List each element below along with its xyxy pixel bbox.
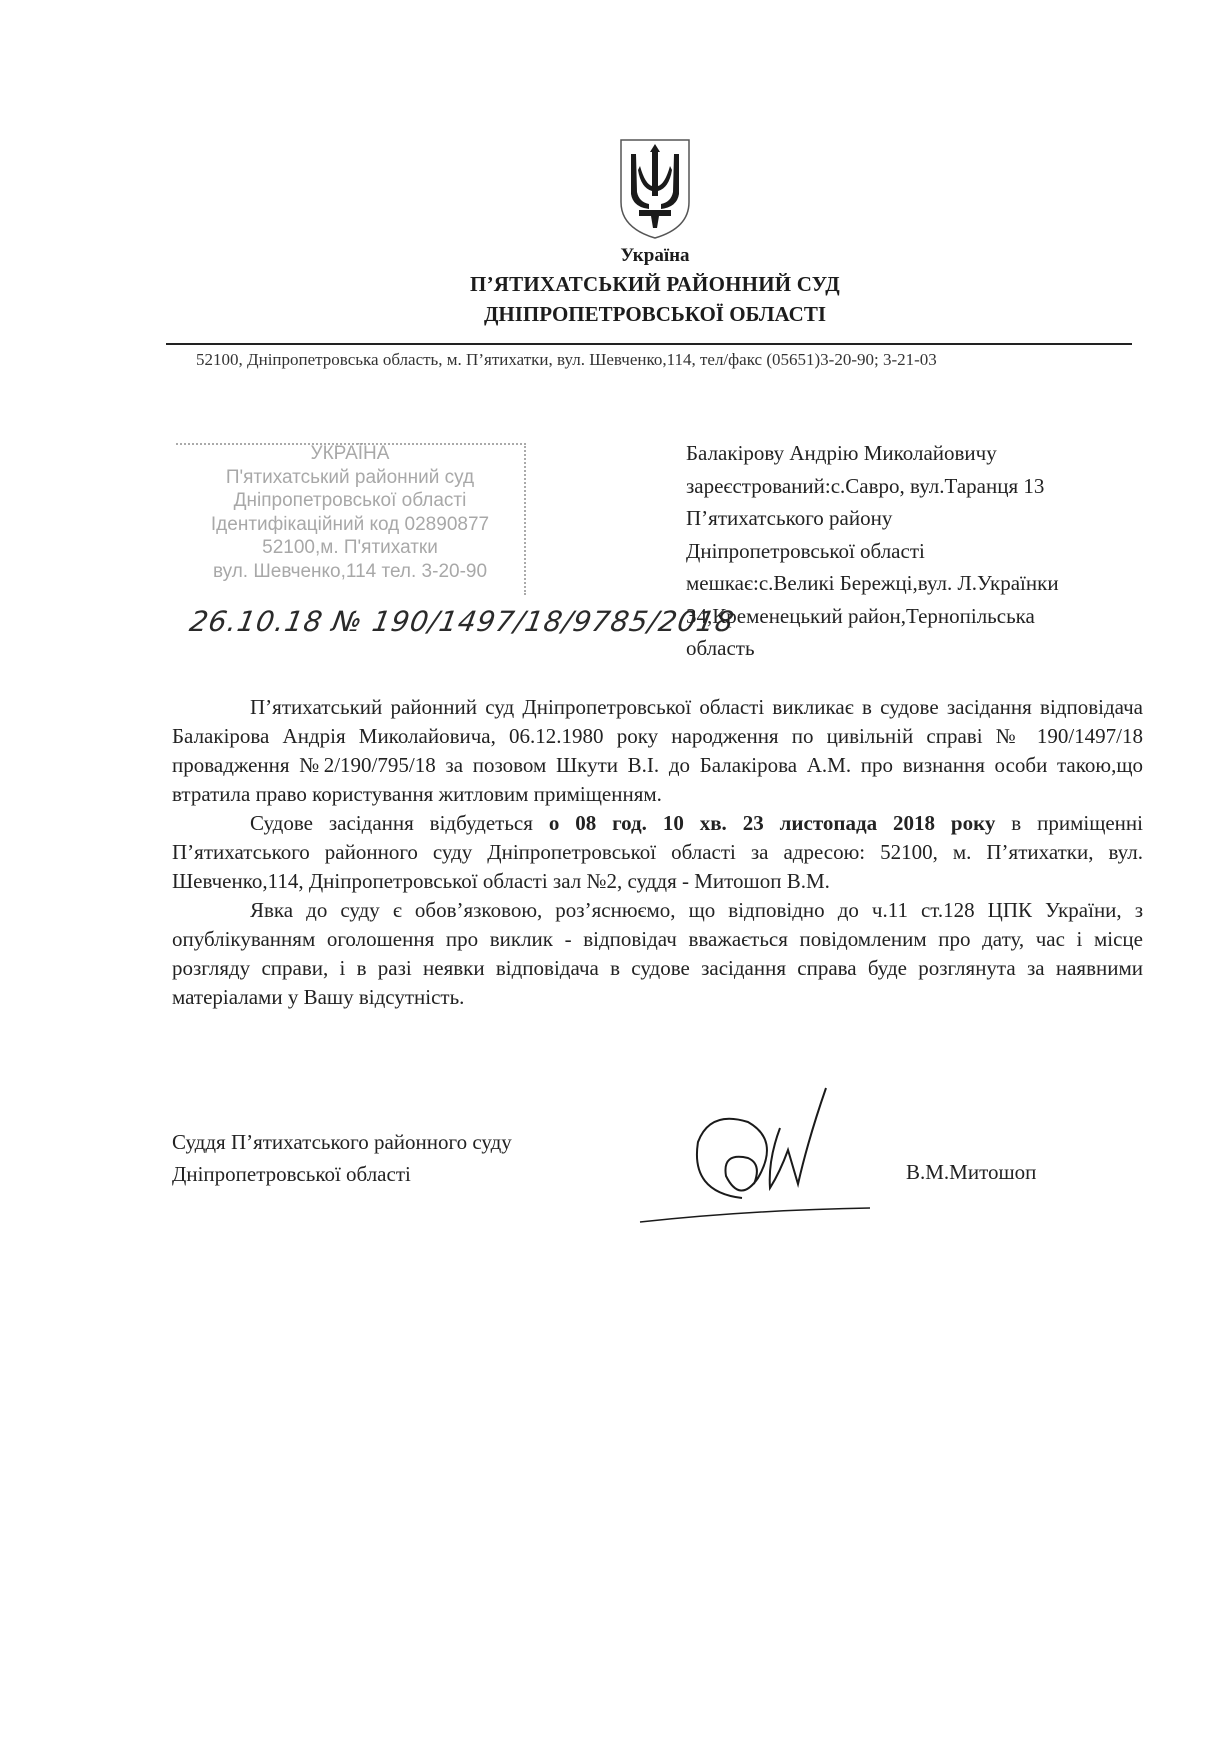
court-region-heading: ДНІПРОПЕТРОВСЬКОЇ ОБЛАСТІ (483, 302, 827, 326)
country-heading: Україна (620, 245, 690, 266)
stamp-line: УКРАЇНА (310, 443, 390, 464)
addressee-line: П’ятихатського району (686, 506, 893, 530)
court-address: 52100, Дніпропетровська область, м. П’ятихатки, вул. Шевченко,114, тел/факс (05651)3-20-90; 3-21-03 (196, 350, 937, 369)
judge-name: В.М.Митошоп (906, 1160, 1037, 1184)
addressee-line: область (686, 636, 755, 660)
header-divider (166, 343, 1132, 345)
stamp-line: Ідентифікаційний код 02890877 (210, 513, 490, 535)
hearing-text-start: Судове засідання відбудеться (250, 811, 549, 835)
judge-title-line: Суддя П’ятихатського районного суду (172, 1130, 512, 1154)
addressee-line: Балакірову Андрію Миколайовичу (686, 441, 997, 465)
stamp-line: вул. Шевченко,114 тел. 3-20-90 (212, 560, 488, 582)
stamp-line: 52100,м. П'ятихатки (262, 537, 438, 558)
addressee-line: зареєстрований:с.Савро, вул.Таранця 13 (686, 473, 1045, 498)
judge-title-line: Дніпропетровської області (172, 1162, 411, 1186)
summons-paragraph: П’ятихатський районний суд Дніпропетровської області викликає в судове засідання відповідача Балакірова Андрія Миколайовича, 06.12.1980 року народження по цивільній справі № 190/1497/18 провадження №2/190/795/18 за позовом Шкути В.І. до Балакірова А.М. про визнання особи такою,що втратила право користування житловим приміщенням. (172, 695, 1143, 806)
judge-title (172, 1126, 512, 1190)
addressee-line: 34,Кременецький район,Тернопільська (686, 603, 1035, 628)
trident-emblem-icon (615, 136, 695, 240)
hearing-text-end: в приміщенні П’ятихатського районного суду Дніпропетровської області за адресою: 52100, м. П’ятихатки, вул. Шевченко,114, Дніпропетровської області зал №2, суддя - Митошоп В.М. (172, 811, 1143, 893)
addressee-line: мешкає:с.Великі Бережці,вул. Л.Українки (686, 571, 1059, 595)
addressee-block (686, 437, 1156, 665)
stamp-line: Дніпропетровської області (233, 490, 467, 511)
registration-stamp (176, 442, 524, 614)
hearing-paragraph (172, 809, 1143, 896)
judge-signature-image (630, 1080, 880, 1230)
obligation-paragraph: Явка до суду є обов’язковою, роз’яснюємо, що відповідно до ч.11 ст.128 ЦПК України, з опублікуванням оголошення про виклик - відповідач вважається повідомленим про дату, час і місце розгляду справи, і в разі неявки відповідача в судове засідання справа буде розглянута за наявними матеріалами у Вашу відсутність. (172, 898, 1143, 1009)
hearing-datetime: о 08 год. 10 хв. 23 листопада 2018 року (548, 811, 996, 835)
summons-body (172, 693, 1143, 1012)
addressee-line: Дніпропетровської області (686, 538, 925, 563)
stamp-line: П'ятихатський районний суд (225, 466, 475, 488)
court-name-heading: П’ЯТИХАТСЬКИЙ РАЙОННИЙ СУД (470, 272, 840, 296)
handwritten-registration-number: 26.10.18 № 190/1497/18/9785/2018 (187, 605, 738, 638)
